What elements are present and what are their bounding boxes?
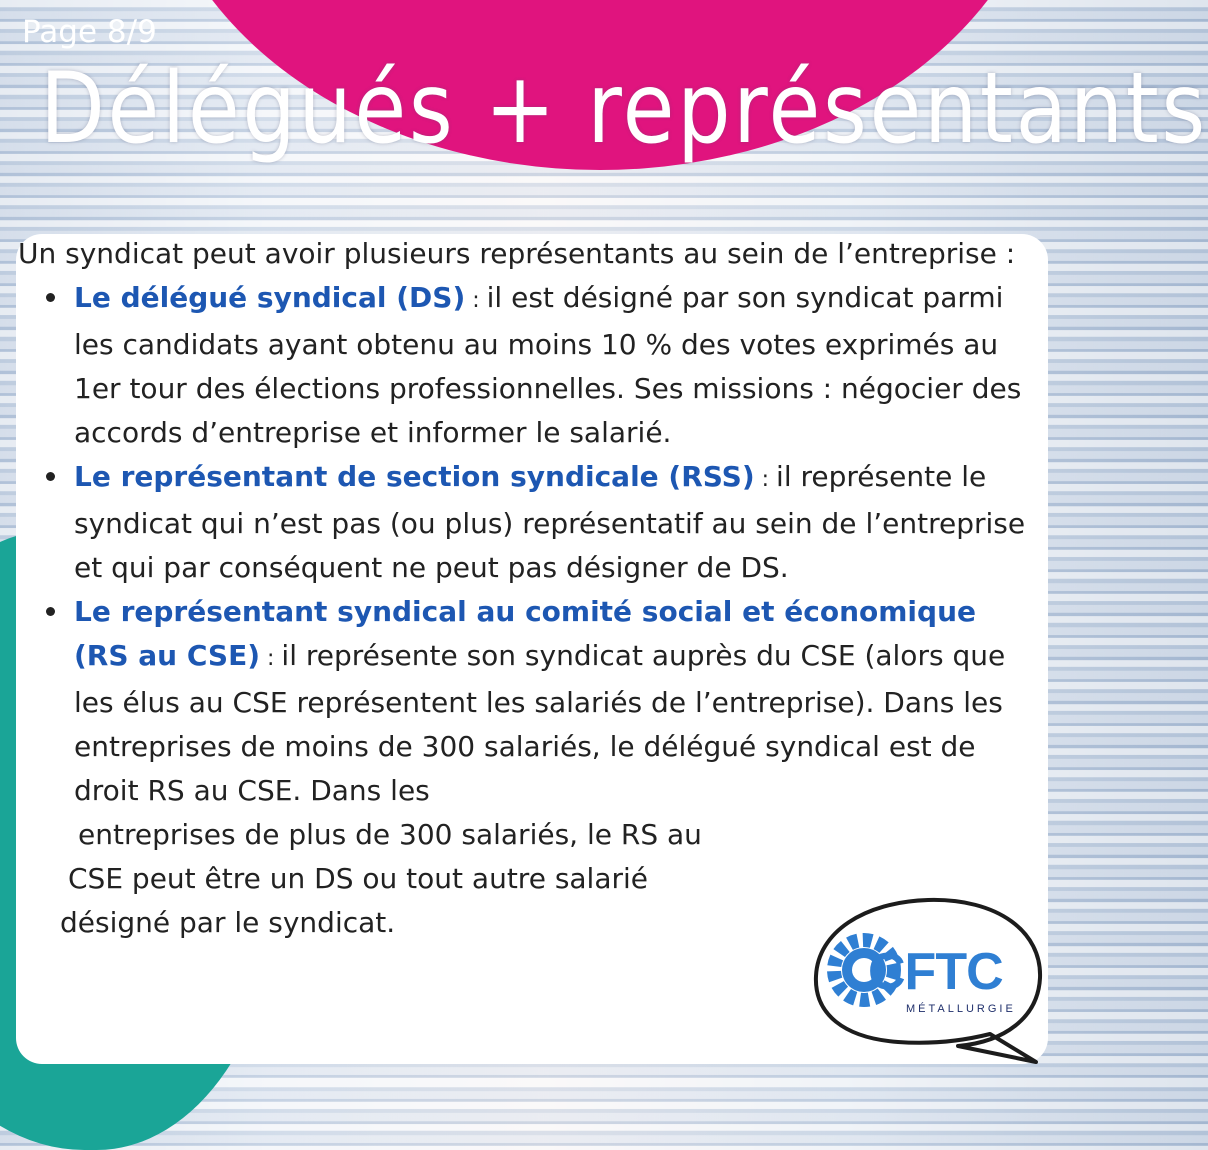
content-body <box>18 232 1038 945</box>
definition-rs-cse: il représente son syndicat auprès du CSE (alors que les élus au CSE représentent les salariés de l’entreprise). Dans les entreprises de moins de 300 salariés, le délégué syndical est de droit RS au CSE. Dans les <box>74 639 1006 807</box>
list-item-ds <box>74 276 1038 455</box>
list-item-rss <box>74 455 1038 590</box>
definition-ds: il est désigné par son syndicat parmi les candidats ayant obtenu au moins 10 % des votes exprimés au 1er tour des élections professionnelles. Ses missions : négocier des accords d’entreprise et informer le salarié. <box>74 281 1022 449</box>
definition-rs-cse-line: CSE peut être un DS ou tout autre salarié <box>68 862 649 895</box>
separator: : <box>260 646 282 671</box>
separator: : <box>465 288 487 313</box>
logo-wordmark: CFTC <box>868 943 1003 1001</box>
term-rss: Le représentant de section syndicale (RSS) <box>74 460 755 493</box>
term-rs-cse: Le représentant syndical au comité social et économique (RS au CSE) <box>74 595 976 672</box>
logo-subtitle: MÉTALLURGIE <box>906 1003 1016 1015</box>
intro-text: Un syndicat peut avoir plusieurs représentants au sein de l’entreprise : <box>18 237 1016 270</box>
cftc-logo <box>808 892 1048 1070</box>
definition-rs-cse-line: entreprises de plus de 300 salariés, le RS au <box>78 818 702 851</box>
separator: : <box>754 467 777 492</box>
representatives-list <box>18 276 1038 945</box>
page-title: Délégués + représentants <box>40 52 1208 166</box>
page-indicator: Page 8/9 <box>22 14 157 50</box>
term-ds: Le délégué syndical (DS) <box>74 281 466 314</box>
definition-rs-cse-line: désigné par le syndicat. <box>60 906 396 939</box>
definition-rss: il représente le syndicat qui n’est pas (ou plus) représentatif au sein de l’entreprise et qui par conséquent ne peut pas désigner de DS. <box>74 460 1026 584</box>
